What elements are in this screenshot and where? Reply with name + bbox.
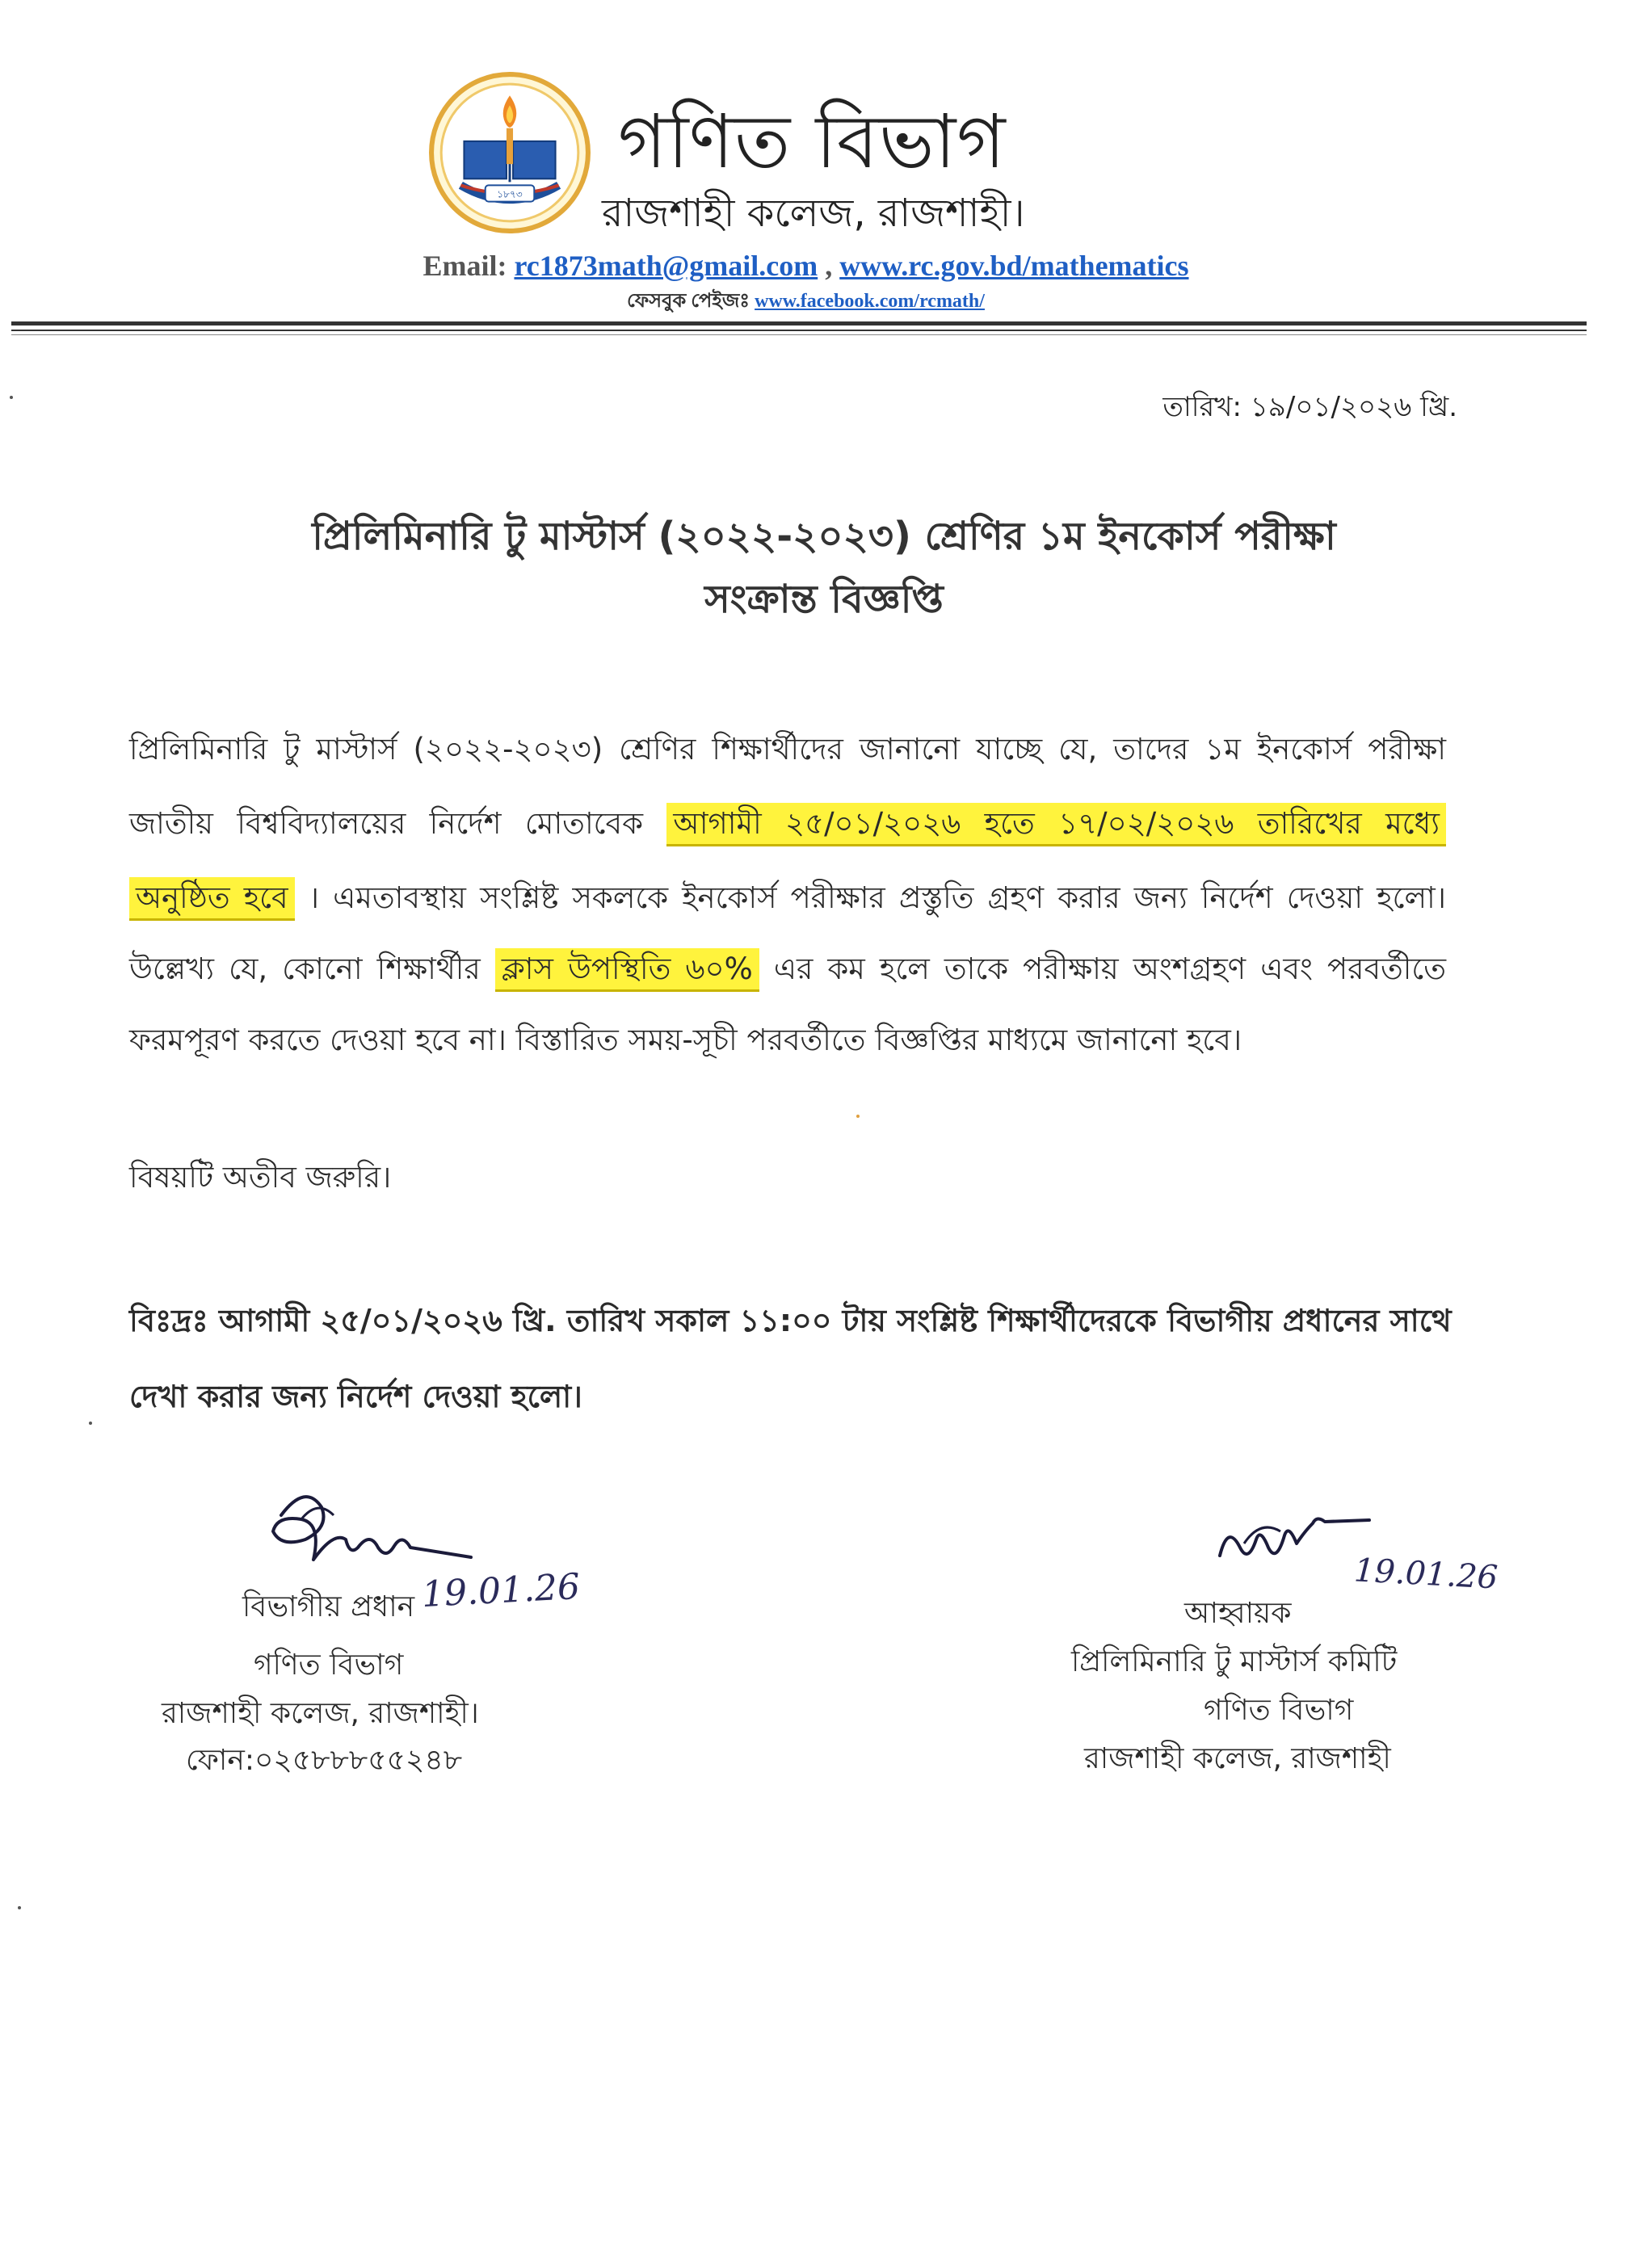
notice-date: তারিখ: ১৯/০১/২০২৬ খ্রি.	[1162, 391, 1457, 423]
exam-period-highlight: আগামী ২৫/০১/২০২৬ হতে ১৭/০২/২০২৬ তারিখের মধ্যে	[666, 803, 1446, 846]
scan-speck	[10, 396, 13, 399]
body-line-3-rest: । এমতাবস্থায় সংশ্লিষ্ট সকলকে ইনকোর্স পরীক্ষার প্রস্তুতি গ্রহণ করার জন্য নির্দেশ দেওয়া হলো।	[308, 880, 1446, 915]
head-phone: ফোন:০২৫৮৮৮৫৫২৪৮	[186, 1744, 463, 1777]
facebook-line	[0, 286, 1612, 318]
contact-separator: ,	[825, 250, 833, 282]
facebook-label: ফেসবুক পেইজঃ	[627, 291, 750, 312]
convener-department: গণিত বিভাগ	[1204, 1694, 1354, 1727]
header-divider-medium	[11, 330, 1587, 331]
urgent-statement: বিষয়টি অতীব জরুরি।	[129, 1160, 392, 1195]
head-signature-date: 19.01.26	[420, 1565, 582, 1616]
department-title: গণিত বিভাগ	[618, 99, 1007, 185]
body-line-3	[129, 874, 1446, 925]
head-college: রাজশাহী কলেজ, রাজশাহী।	[162, 1697, 479, 1730]
scan-speck	[18, 1906, 21, 1909]
head-department: গণিত বিভাগ	[254, 1648, 404, 1682]
attendance-highlight: ক্লাস উপস্থিতি ৬০%	[495, 948, 759, 992]
head-role: বিভাগীয় প্রধান	[242, 1590, 415, 1623]
website-link[interactable]: www.rc.gov.bd/mathematics	[839, 250, 1189, 282]
scan-speck	[856, 1115, 860, 1118]
logo-year-text: ১৮৭৩	[497, 188, 523, 200]
convener-signature-date: 19.01.26	[1352, 1552, 1499, 1597]
college-seal-icon	[428, 69, 591, 236]
convener-committee: প্রিলিমিনারি টু মাস্টার্স কমিটি	[1071, 1645, 1398, 1678]
convener-signature-icon	[1212, 1507, 1373, 1580]
notice-title-line-1: প্রিলিমিনারি টু মাস্টার্স (২০২২-২০২৩) শ্রেণির ১ম ইনকোর্স পরীক্ষা	[312, 514, 1336, 559]
body-line-2-prefix: জাতীয় বিশ্ববিদ্যালয়ের নির্দেশ মোতাবেক	[129, 806, 644, 841]
convener-college: রাজশাহী কলেজ, রাজশাহী	[1084, 1742, 1391, 1775]
head-signature-icon	[257, 1483, 475, 1588]
notice-title-line-2: সংক্রান্ত বিজ্ঞপ্তি	[704, 577, 944, 622]
facebook-link[interactable]: www.facebook.com/rcmath/	[755, 291, 985, 312]
scan-speck	[89, 1422, 92, 1425]
body-line-5: ফরমপূরণ করতে দেওয়া হবে না। বিস্তারিত সময়-সূচী পরবর্তীতে বিজ্ঞপ্তির মাধ্যমে জানানো হবে।	[129, 1023, 1242, 1057]
body-line-2	[129, 800, 1446, 850]
body-line-1: প্রিলিমিনারি টু মাস্টার্স (২০২২-২০২৩) শ্রেণির শিক্ষার্থীদের জানানো যাচ্ছে যে, তাদের ১ম ইনকোর্স পরীক্ষা	[129, 732, 1446, 766]
college-name: রাজশাহী কলেজ, রাজশাহী।	[602, 191, 1025, 236]
held-highlight: অনুষ্ঠিত হবে	[129, 877, 295, 921]
email-label: Email:	[423, 250, 507, 282]
body-line-4	[129, 945, 1446, 996]
body-line-4-prefix: উল্লেখ্য যে, কোনো শিক্ষার্থীর	[129, 951, 481, 986]
contact-line	[0, 249, 1612, 283]
email-link[interactable]: rc1873math@gmail.com	[514, 250, 818, 282]
convener-role: আহ্বায়ক	[1184, 1597, 1292, 1630]
note-line-2: দেখা করার জন্য নির্দেশ দেওয়া হলো।	[129, 1379, 582, 1414]
note-line-1: বিঃদ্রঃ আগামী ২৫/০১/২০২৬ খ্রি. তারিখ সকাল ১১:০০ টায় সংশ্লিষ্ট শিক্ষার্থীদেরকে বিভাগীয় প্রধানের সাথে	[129, 1303, 1452, 1338]
body-line-4-rest: এর কম হলে তাকে পরীক্ষায় অংশগ্রহণ এবং পরবর্তীতে	[773, 951, 1447, 986]
header-divider-thick	[11, 321, 1587, 326]
header-divider-thin	[11, 334, 1587, 335]
